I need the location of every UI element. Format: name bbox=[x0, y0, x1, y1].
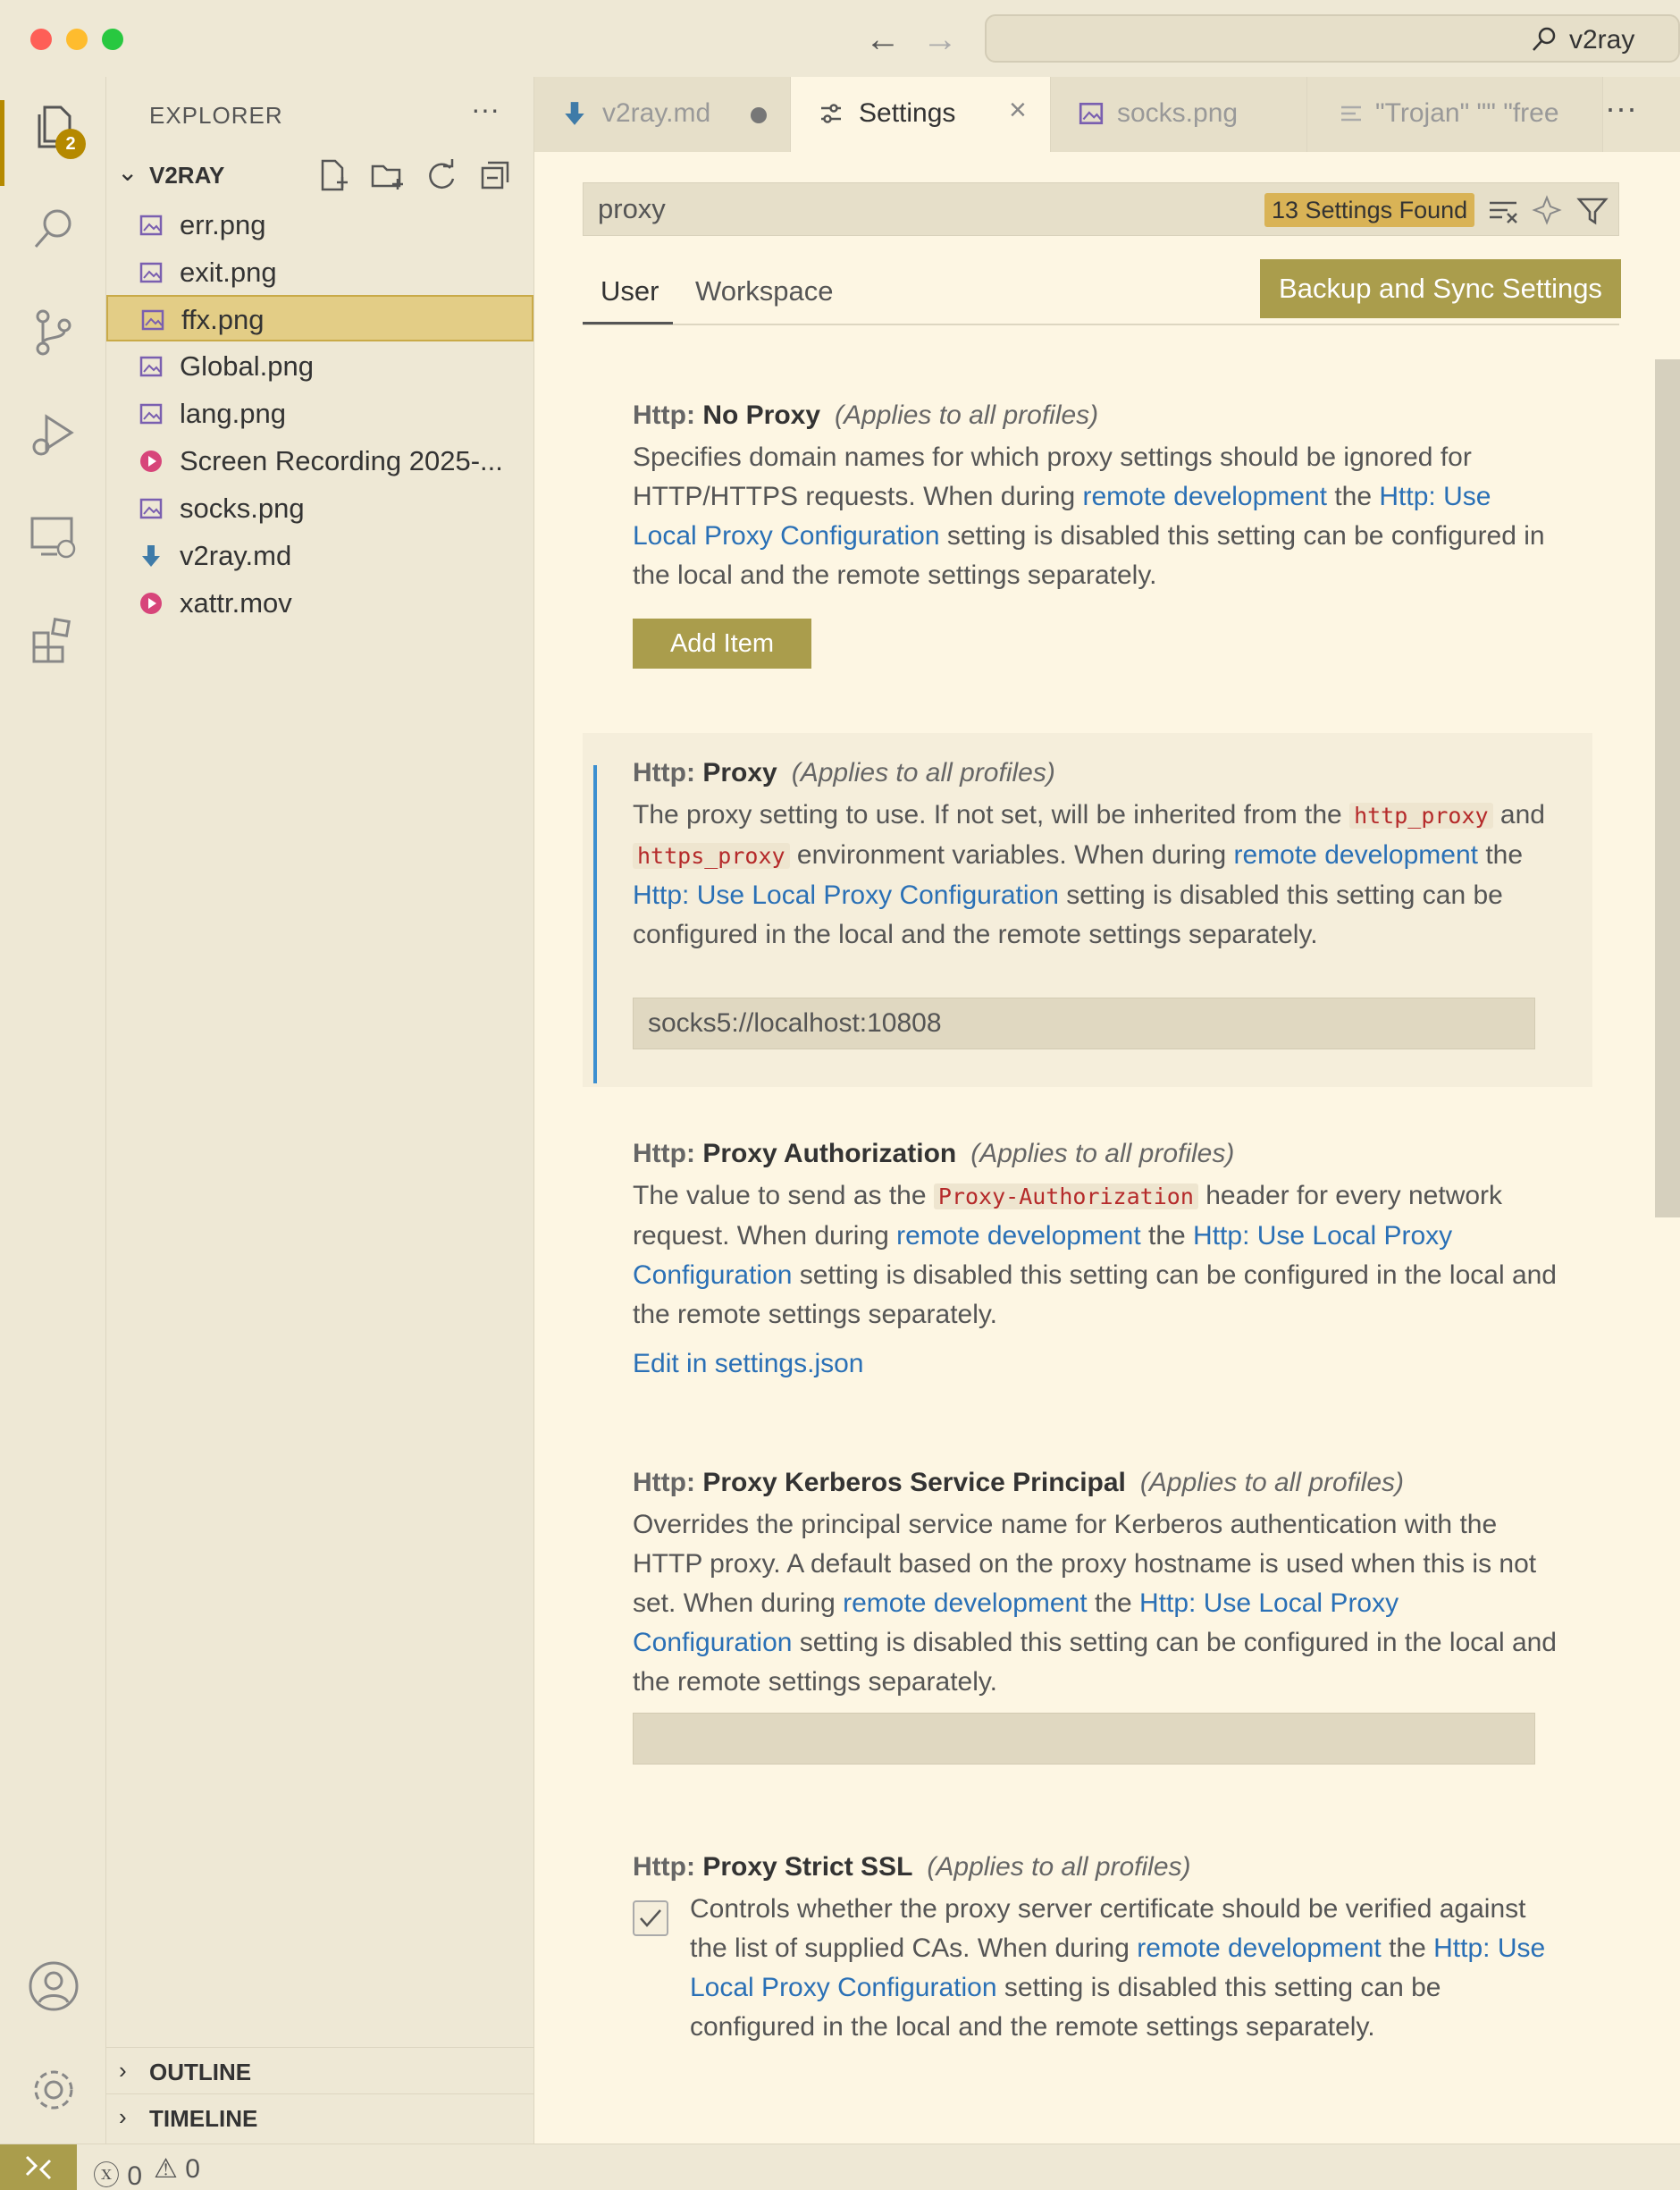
warning-icon: ⚠ bbox=[154, 2154, 178, 2184]
errors-status[interactable]: ⓧ 0 bbox=[93, 2161, 143, 2190]
settings-editor bbox=[534, 152, 1680, 2144]
chevron-down-icon: ⌄ bbox=[117, 158, 139, 186]
file-name: err.png bbox=[180, 209, 266, 240]
forward-arrow-icon[interactable]: → bbox=[922, 20, 958, 59]
tab-socks-png[interactable] bbox=[1051, 77, 1307, 152]
video-file-icon bbox=[139, 449, 164, 474]
warnings-status[interactable]: ⚠ 0 bbox=[154, 2154, 200, 2184]
markdown-file-icon bbox=[139, 543, 164, 569]
status-bar bbox=[0, 2144, 1680, 2190]
use-local-proxy-link[interactable]: Http: Use Local Proxy Configuration bbox=[633, 1588, 1399, 1657]
explorer-title: EXPLORER bbox=[149, 102, 283, 129]
tab-label: Settings bbox=[859, 98, 956, 128]
tab-workspace[interactable]: Workspace bbox=[695, 275, 834, 307]
minimize-window-button[interactable] bbox=[66, 29, 88, 50]
setting-description: The value to send as the Proxy-Authorization header for every network request. When during remote development the Http: Use Local Proxy Configuration setting is disabled this setting can be configured in the local and the remote settings separately. bbox=[633, 1181, 1557, 1329]
remote-icon bbox=[0, 2144, 77, 2190]
setting-proxy-strict-ssl bbox=[583, 1827, 1592, 2131]
setting-title: Http: No Proxy (Applies to all profiles) bbox=[633, 400, 1099, 430]
activity-bar bbox=[0, 77, 106, 2144]
setting-title: Http: Proxy Authorization (Applies to all profiles) bbox=[633, 1139, 1235, 1168]
setting-title: Http: Proxy (Applies to all profiles) bbox=[633, 758, 1055, 788]
tab-search-result[interactable] bbox=[1307, 77, 1603, 152]
close-icon[interactable]: × bbox=[1009, 93, 1027, 127]
explorer-sidebar bbox=[106, 77, 534, 2144]
proxy-input[interactable]: socks5://localhost:10808 bbox=[633, 998, 1535, 1049]
file-item[interactable] bbox=[106, 485, 533, 532]
chevron-right-icon: › bbox=[119, 2103, 127, 2130]
file-item[interactable] bbox=[106, 391, 533, 437]
setting-no-proxy bbox=[583, 375, 1592, 679]
image-file-icon bbox=[139, 496, 164, 521]
use-local-proxy-link[interactable]: Http: Use Local Proxy Configuration bbox=[633, 482, 1491, 551]
more-actions-icon[interactable]: ··· bbox=[1605, 89, 1637, 126]
folder-header[interactable] bbox=[106, 152, 533, 197]
use-local-proxy-link[interactable]: Http: Use Local Proxy Configuration bbox=[690, 1933, 1546, 2002]
search-icon bbox=[1530, 25, 1558, 54]
tab-label: v2ray.md bbox=[602, 98, 711, 128]
back-arrow-icon[interactable]: ← bbox=[865, 20, 901, 59]
setting-proxy bbox=[583, 733, 1592, 1087]
image-file-icon bbox=[140, 307, 165, 333]
settings-search-input[interactable] bbox=[583, 182, 1619, 236]
tab-label: socks.png bbox=[1117, 98, 1239, 128]
use-local-proxy-link[interactable]: Http: Use Local Proxy Configuration bbox=[633, 880, 1059, 910]
new-folder-icon[interactable] bbox=[369, 157, 405, 193]
results-count-badge: 13 Settings Found bbox=[1264, 193, 1474, 227]
tab-user[interactable]: User bbox=[583, 275, 673, 324]
image-file-icon bbox=[139, 213, 164, 238]
backup-sync-button[interactable]: Backup and Sync Settings bbox=[1260, 259, 1621, 318]
file-name: Screen Recording 2025-... bbox=[180, 445, 503, 476]
clear-filter-icon[interactable] bbox=[1486, 194, 1520, 228]
sparkle-icon[interactable] bbox=[1531, 194, 1565, 228]
file-item[interactable] bbox=[106, 343, 533, 390]
collapse-all-icon[interactable] bbox=[477, 157, 513, 193]
settings-sliders-icon bbox=[818, 100, 844, 127]
timeline-label: TIMELINE bbox=[149, 2105, 258, 2132]
file-name: exit.png bbox=[180, 257, 277, 288]
remote-development-link[interactable]: remote development bbox=[896, 1221, 1141, 1251]
edit-settings-json-link[interactable]: Edit in settings.json bbox=[633, 1349, 864, 1378]
explorer-badge: 2 bbox=[55, 129, 86, 159]
search-query: proxy bbox=[598, 193, 666, 224]
chevron-right-icon: › bbox=[119, 2057, 127, 2084]
more-actions-icon[interactable]: ··· bbox=[471, 93, 500, 125]
search-results-icon bbox=[1338, 100, 1365, 127]
remote-explorer-icon[interactable] bbox=[27, 511, 80, 565]
file-item[interactable] bbox=[106, 533, 533, 579]
image-file-icon bbox=[139, 354, 164, 379]
use-local-proxy-link[interactable]: Http: Use Local Proxy Configuration bbox=[633, 1221, 1453, 1290]
setting-title: Http: Proxy Strict SSL (Applies to all profiles) bbox=[633, 1852, 1191, 1882]
file-item-selected[interactable] bbox=[106, 295, 533, 341]
file-item[interactable] bbox=[106, 438, 533, 484]
outline-section[interactable] bbox=[106, 2047, 533, 2094]
gear-icon[interactable] bbox=[27, 2063, 80, 2117]
setting-proxy-authorization bbox=[583, 1114, 1592, 1418]
setting-description: Controls whether the proxy server certificate should be verified against the list of supplied CAs. When during remote development the Http: Use Local Proxy Configuration setting is disabled this setting can be configured in the local and the remote settings separately. bbox=[690, 1894, 1546, 2042]
setting-description: The proxy setting to use. If not set, will be inherited from the http_proxy and https_proxy environment variables. When during remote development the Http: Use Local Proxy Configuration setting is disabled this setting can be configured in the local and the remote settings separately. bbox=[633, 800, 1545, 949]
unsaved-dot-icon bbox=[751, 107, 767, 123]
editor-tabs bbox=[534, 77, 1680, 152]
title-bar bbox=[0, 0, 1680, 78]
video-file-icon bbox=[139, 591, 164, 616]
search-icon[interactable] bbox=[27, 202, 80, 256]
focus-indicator bbox=[593, 765, 597, 1083]
file-item[interactable] bbox=[106, 580, 533, 627]
setting-title: Http: Proxy Kerberos Service Principal (Applies to all profiles) bbox=[633, 1468, 1405, 1497]
image-file-icon bbox=[139, 401, 164, 426]
remote-development-link[interactable]: remote development bbox=[843, 1588, 1088, 1618]
run-debug-icon[interactable] bbox=[27, 408, 80, 461]
add-item-button[interactable]: Add Item bbox=[633, 619, 811, 669]
file-name: Global.png bbox=[180, 350, 314, 382]
new-file-icon[interactable] bbox=[315, 157, 351, 193]
close-window-button[interactable] bbox=[30, 29, 52, 50]
file-name: ffx.png bbox=[181, 304, 265, 335]
source-control-icon[interactable] bbox=[27, 306, 80, 359]
remote-development-link[interactable]: remote development bbox=[1082, 482, 1327, 511]
tab-label: "Trojan" "" "free bbox=[1375, 98, 1559, 128]
outline-label: OUTLINE bbox=[149, 2059, 252, 2085]
timeline-section[interactable] bbox=[106, 2093, 533, 2141]
setting-description: Overrides the principal service name for Kerberos authentication with the HTTP proxy. A default based on the proxy hostname is used when this is not set. When during remote development the Http: Use Local Proxy Configuration setting is disabled this setting can be configured in the local and the remote settings separately. bbox=[633, 1510, 1557, 1697]
active-indicator bbox=[0, 100, 4, 186]
checkmark-icon bbox=[634, 1902, 667, 1934]
file-name: socks.png bbox=[180, 493, 305, 524]
markdown-file-icon bbox=[561, 100, 588, 127]
tab-v2ray-md[interactable] bbox=[534, 77, 791, 152]
command-center-label: v2ray bbox=[1569, 25, 1635, 55]
image-file-icon bbox=[1078, 100, 1105, 127]
refresh-icon[interactable] bbox=[424, 157, 459, 193]
file-item[interactable] bbox=[106, 202, 533, 248]
filter-icon[interactable] bbox=[1575, 194, 1609, 228]
tab-settings[interactable] bbox=[791, 77, 1051, 152]
maximize-window-button[interactable] bbox=[102, 29, 123, 50]
account-icon[interactable] bbox=[27, 1959, 80, 2013]
remote-development-link[interactable]: remote development bbox=[1137, 1933, 1382, 1963]
kerberos-input[interactable] bbox=[633, 1713, 1535, 1765]
error-icon: ⓧ bbox=[93, 2161, 120, 2190]
remote-indicator[interactable] bbox=[0, 2144, 77, 2190]
strict-ssl-checkbox[interactable] bbox=[633, 1900, 668, 1936]
setting-description: Specifies domain names for which proxy settings should be ignored for HTTP/HTTPS requests. When during remote development the Http: Use Local Proxy Configuration setting is disabled this setting can be configured in the local and the remote settings separately. bbox=[633, 442, 1545, 590]
folder-actions bbox=[315, 157, 513, 193]
image-file-icon bbox=[139, 260, 164, 285]
file-name: xattr.mov bbox=[180, 587, 292, 619]
folder-name: V2RAY bbox=[149, 162, 225, 189]
command-center[interactable] bbox=[985, 14, 1680, 63]
file-name: lang.png bbox=[180, 398, 286, 429]
remote-development-link[interactable]: remote development bbox=[1233, 840, 1478, 870]
file-name: v2ray.md bbox=[180, 540, 292, 571]
setting-proxy-kerberos bbox=[583, 1443, 1592, 1800]
extensions-icon[interactable] bbox=[27, 613, 80, 667]
file-item[interactable] bbox=[106, 249, 533, 296]
scrollbar[interactable] bbox=[1655, 359, 1680, 1217]
